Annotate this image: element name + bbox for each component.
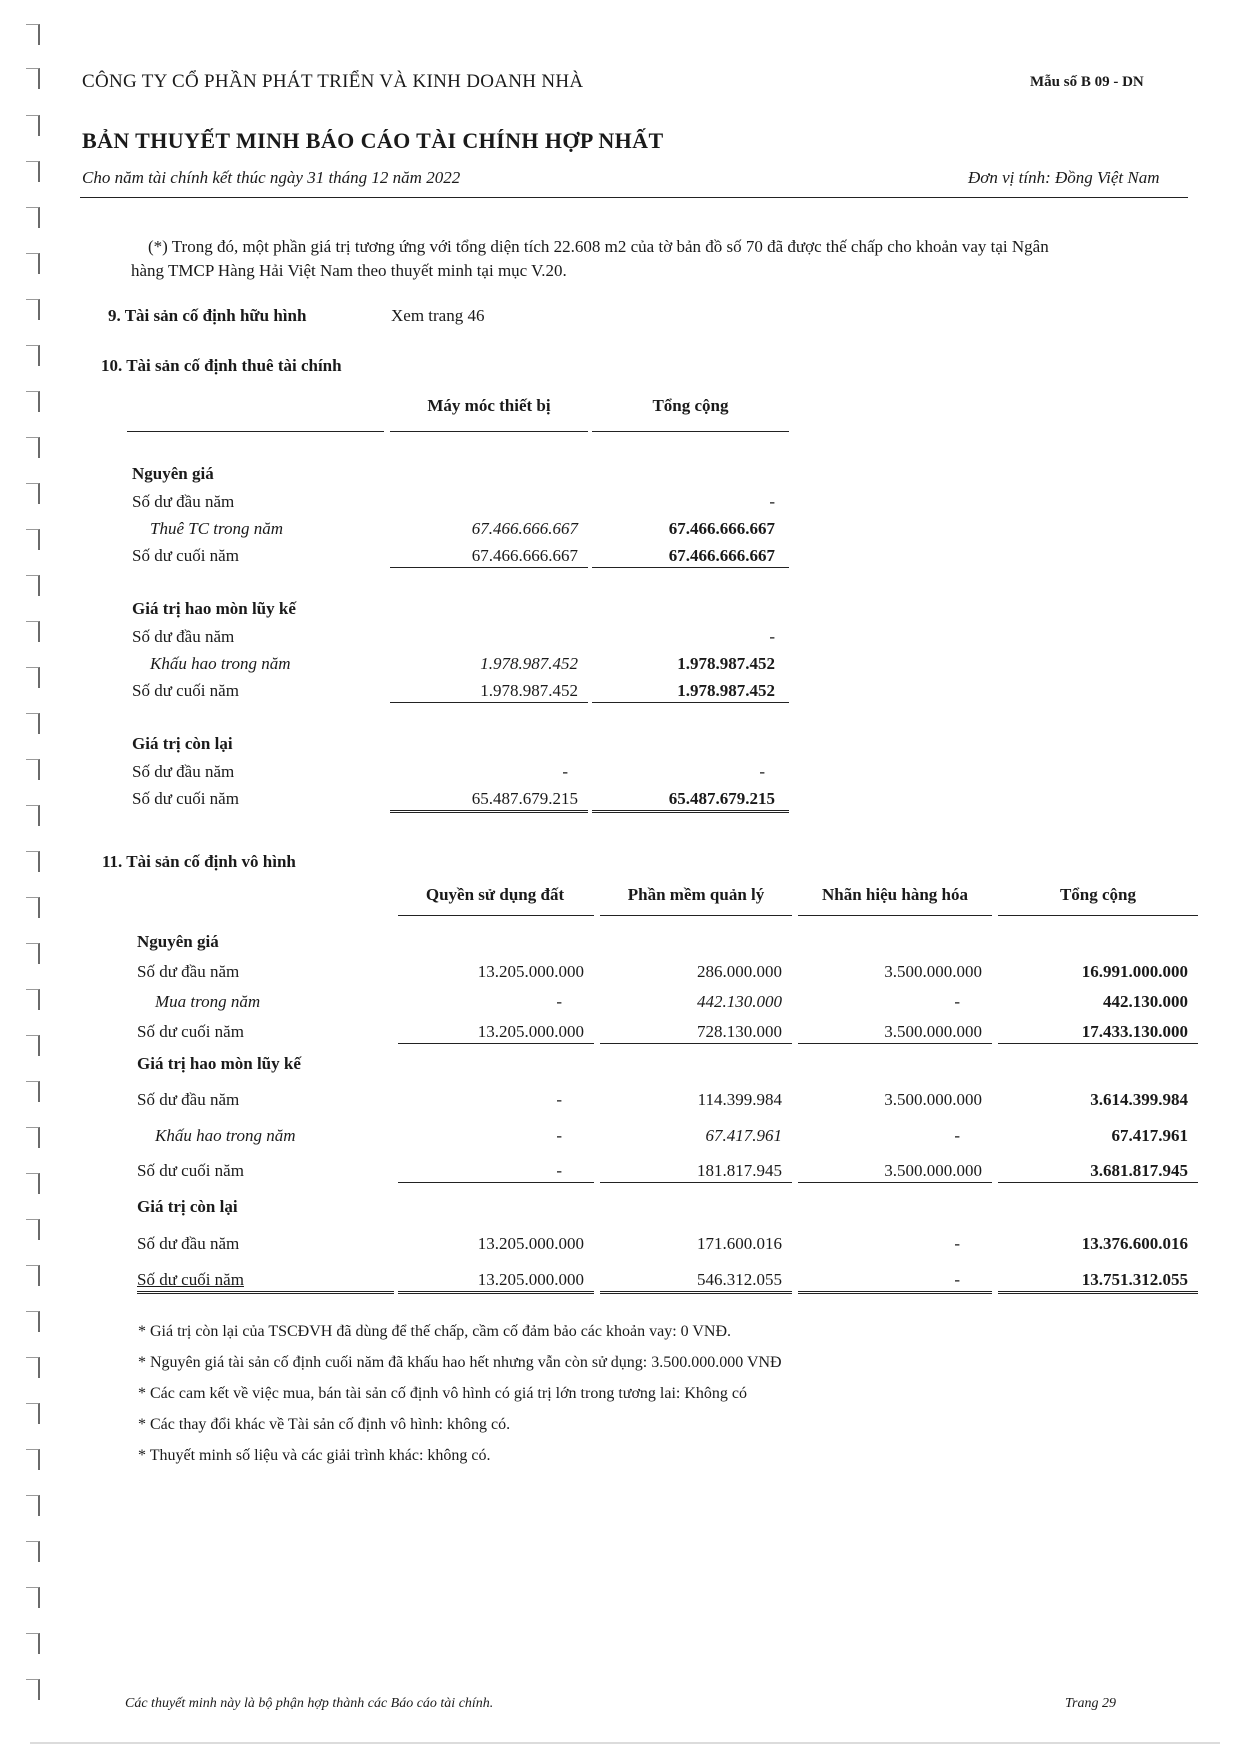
cell-value: 1.978.987.452 <box>677 681 775 700</box>
binder-mark <box>26 391 40 412</box>
binder-mark <box>26 1265 40 1286</box>
row-label: Số dư cuối năm <box>132 546 239 565</box>
binder-mark <box>26 1035 40 1056</box>
grand-total-double-underline <box>998 1291 1198 1294</box>
binder-mark <box>26 1357 40 1378</box>
report-period: Cho năm tài chính kết thúc ngày 31 tháng 12 năm 2022 <box>82 168 461 187</box>
binder-mark <box>26 68 40 89</box>
company-name: CÔNG TY CỔ PHẦN PHÁT TRIỂN VÀ KINH DOANH NHÀ <box>82 71 584 92</box>
total-underline <box>998 1182 1198 1183</box>
header-underline <box>592 431 789 432</box>
binder-mark <box>26 713 40 734</box>
binder-mark <box>26 1311 40 1332</box>
cell-value: - <box>562 762 568 781</box>
binder-mark <box>26 805 40 826</box>
cell-value: 3.500.000.000 <box>884 1090 982 1109</box>
binder-mark <box>26 115 40 136</box>
cell-value: 114.399.984 <box>697 1090 782 1109</box>
row-label: Khấu hao trong năm <box>150 654 291 673</box>
binder-mark <box>26 1587 40 1608</box>
binder-mark <box>26 1127 40 1148</box>
cell-value: 3.614.399.984 <box>1090 1090 1188 1109</box>
section-9-reference: Xem trang 46 <box>391 306 485 325</box>
group-heading: Giá trị còn lại <box>132 734 233 753</box>
binder-mark <box>26 943 40 964</box>
binder-mark <box>26 437 40 458</box>
binder-mark <box>26 1633 40 1654</box>
header-underline <box>390 431 588 432</box>
cell-value: - <box>954 1126 960 1145</box>
intro-note-line1: (*) Trong đó, một phần giá trị tương ứng với tổng diện tích 22.608 m2 của tờ bản đồ số 70 đã được thế chấp cho khoản vay tại Ngân <box>148 237 1049 256</box>
total-underline <box>398 1182 594 1183</box>
binder-mark <box>26 345 40 366</box>
column-header: Máy móc thiết bị <box>427 396 551 415</box>
cell-value: 17.433.130.000 <box>1081 1022 1188 1041</box>
row-label: Số dư cuối năm <box>132 681 239 700</box>
cell-value: 65.487.679.215 <box>471 789 578 808</box>
group-heading: Nguyên giá <box>137 932 219 951</box>
row-label: Số dư cuối năm <box>137 1161 244 1180</box>
cell-value: 3.500.000.000 <box>884 962 982 981</box>
note-line: * Các cam kết về việc mua, bán tài sản cố định vô hình có giá trị lớn trong tương lai: Không có <box>138 1385 747 1402</box>
header-underline <box>398 915 594 916</box>
row-label: Số dư đầu năm <box>137 1090 240 1109</box>
page-title: BẢN THUYẾT MINH BÁO CÁO TÀI CHÍNH HỢP NHẤT <box>82 128 664 153</box>
cell-value: 181.817.945 <box>697 1161 782 1180</box>
footer-note: Các thuyết minh này là bộ phận hợp thành các Báo cáo tài chính. <box>125 1696 494 1711</box>
cell-value: 3.500.000.000 <box>884 1022 982 1041</box>
grand-total-double-underline <box>798 1291 992 1294</box>
note-line: * Nguyên giá tài sản cố định cuối năm đã khấu hao hết nhưng vẫn còn sử dụng: 3.500.000.000 VNĐ <box>138 1354 782 1371</box>
grand-total-double-underline <box>600 1291 792 1294</box>
cell-value: 65.487.679.215 <box>668 789 775 808</box>
header-underline <box>600 915 792 916</box>
row-label: Số dư cuối năm <box>137 1270 244 1289</box>
cell-value: 442.130.000 <box>1103 992 1188 1011</box>
header-underline <box>127 431 384 432</box>
column-header: Quyền sử dụng đất <box>425 885 565 904</box>
note-line: * Các thay đổi khác về Tài sản cố định vô hình: không có. <box>138 1416 511 1433</box>
cell-value: - <box>556 992 562 1011</box>
binder-mark <box>26 1449 40 1470</box>
row-label: Số dư đầu năm <box>132 762 235 781</box>
cell-value: 67.466.666.667 <box>471 546 578 565</box>
cell-value: 1.978.987.452 <box>677 654 775 673</box>
cell-value: 67.417.961 <box>705 1126 782 1145</box>
total-underline <box>390 702 588 703</box>
binder-mark <box>26 161 40 182</box>
group-heading: Giá trị hao mòn lũy kế <box>137 1054 301 1073</box>
binder-mark <box>26 989 40 1010</box>
row-label: Khấu hao trong năm <box>155 1126 296 1145</box>
section-9-title: 9. Tài sản cố định hữu hình <box>108 306 307 325</box>
binder-mark <box>26 24 40 45</box>
column-header: Tổng cộng <box>652 396 729 415</box>
cell-value: - <box>556 1126 562 1145</box>
binder-mark <box>26 667 40 688</box>
scan-edge <box>30 1742 1220 1744</box>
intro-note-line2: hàng TMCP Hàng Hải Việt Nam theo thuyết minh tại mục V.20. <box>131 261 567 280</box>
header-rule <box>80 197 1188 198</box>
note-line: * Giá trị còn lại của TSCĐVH đã dùng để thế chấp, cầm cố đảm bảo các khoản vay: 0 VNĐ. <box>138 1323 732 1340</box>
binder-mark <box>26 1541 40 1562</box>
binder-mark <box>26 1495 40 1516</box>
cell-value: 546.312.055 <box>697 1270 782 1289</box>
row-label: Số dư cuối năm <box>132 789 239 808</box>
binder-mark <box>26 207 40 228</box>
cell-value: 3.681.817.945 <box>1090 1161 1188 1180</box>
total-underline <box>998 1043 1198 1044</box>
grand-total-double-underline <box>390 810 588 813</box>
header-underline <box>798 915 992 916</box>
row-label: Số dư đầu năm <box>132 492 235 511</box>
row-label: Mua trong năm <box>155 992 261 1011</box>
section-10-title: 10. Tài sản cố định thuê tài chính <box>101 356 342 375</box>
grand-total-double-underline <box>137 1291 394 1294</box>
binder-mark <box>26 1081 40 1102</box>
row-label: Số dư đầu năm <box>137 962 240 981</box>
page-number: Trang 29 <box>1065 1696 1116 1711</box>
cell-value: 16.991.000.000 <box>1081 962 1188 981</box>
total-underline <box>600 1043 792 1044</box>
total-underline <box>390 567 588 568</box>
cell-value: - <box>954 1234 960 1253</box>
cell-value: 13.205.000.000 <box>477 1234 584 1253</box>
row-label: Số dư cuối năm <box>137 1022 244 1041</box>
cell-value: 728.130.000 <box>697 1022 782 1041</box>
grand-total-double-underline <box>592 810 789 813</box>
cell-value: 1.978.987.452 <box>480 654 578 673</box>
row-label: Số dư đầu năm <box>137 1234 240 1253</box>
grand-total-double-underline <box>398 1291 594 1294</box>
binder-mark <box>26 253 40 274</box>
total-underline <box>592 702 789 703</box>
row-label: Thuê TC trong năm <box>150 519 284 538</box>
column-header: Tổng cộng <box>1059 885 1137 904</box>
section-11-title: 11. Tài sản cố định vô hình <box>102 852 296 871</box>
cell-value: 3.500.000.000 <box>884 1161 982 1180</box>
group-heading: Giá trị hao mòn lũy kế <box>132 599 296 618</box>
total-underline <box>798 1043 992 1044</box>
cell-value: 67.466.666.667 <box>471 519 578 538</box>
header-underline <box>998 915 1198 916</box>
cell-value: - <box>769 627 775 646</box>
cell-value: - <box>556 1161 562 1180</box>
group-heading: Giá trị còn lại <box>137 1197 238 1216</box>
currency-unit: Đơn vị tính: Đồng Việt Nam <box>968 168 1160 187</box>
cell-value: - <box>556 1090 562 1109</box>
cell-value: 67.466.666.667 <box>668 519 775 538</box>
column-header: Nhãn hiệu hàng hóa <box>822 885 968 904</box>
binder-mark <box>26 1173 40 1194</box>
binder-mark <box>26 529 40 550</box>
cell-value: - <box>954 992 960 1011</box>
binder-mark <box>26 621 40 642</box>
cell-value: - <box>759 762 765 781</box>
cell-value: 67.417.961 <box>1111 1126 1188 1145</box>
cell-value: 1.978.987.452 <box>480 681 578 700</box>
cell-value: - <box>954 1270 960 1289</box>
binder-mark <box>26 299 40 320</box>
cell-value: 13.205.000.000 <box>477 962 584 981</box>
cell-value: - <box>769 492 775 511</box>
total-underline <box>798 1182 992 1183</box>
binder-mark <box>26 575 40 596</box>
binder-mark <box>26 851 40 872</box>
cell-value: 13.376.600.016 <box>1081 1234 1188 1253</box>
note-line: * Thuyết minh số liệu và các giải trình khác: không có. <box>138 1447 491 1464</box>
binder-mark <box>26 483 40 504</box>
row-label: Số dư đầu năm <box>132 627 235 646</box>
cell-value: 67.466.666.667 <box>668 546 775 565</box>
binder-mark <box>26 759 40 780</box>
cell-value: 286.000.000 <box>697 962 782 981</box>
form-code: Mẫu số B 09 - DN <box>1030 74 1144 90</box>
total-underline <box>398 1043 594 1044</box>
group-heading: Nguyên giá <box>132 464 214 483</box>
total-underline <box>592 567 789 568</box>
binder-mark <box>26 1219 40 1240</box>
cell-value: 171.600.016 <box>697 1234 782 1253</box>
binder-mark <box>26 1403 40 1424</box>
cell-value: 442.130.000 <box>697 992 782 1011</box>
binder-mark <box>26 1679 40 1700</box>
cell-value: 13.205.000.000 <box>477 1022 584 1041</box>
total-underline <box>600 1182 792 1183</box>
cell-value: 13.751.312.055 <box>1081 1270 1188 1289</box>
column-header: Phần mềm quản lý <box>627 885 765 904</box>
binder-mark <box>26 897 40 918</box>
cell-value: 13.205.000.000 <box>477 1270 584 1289</box>
